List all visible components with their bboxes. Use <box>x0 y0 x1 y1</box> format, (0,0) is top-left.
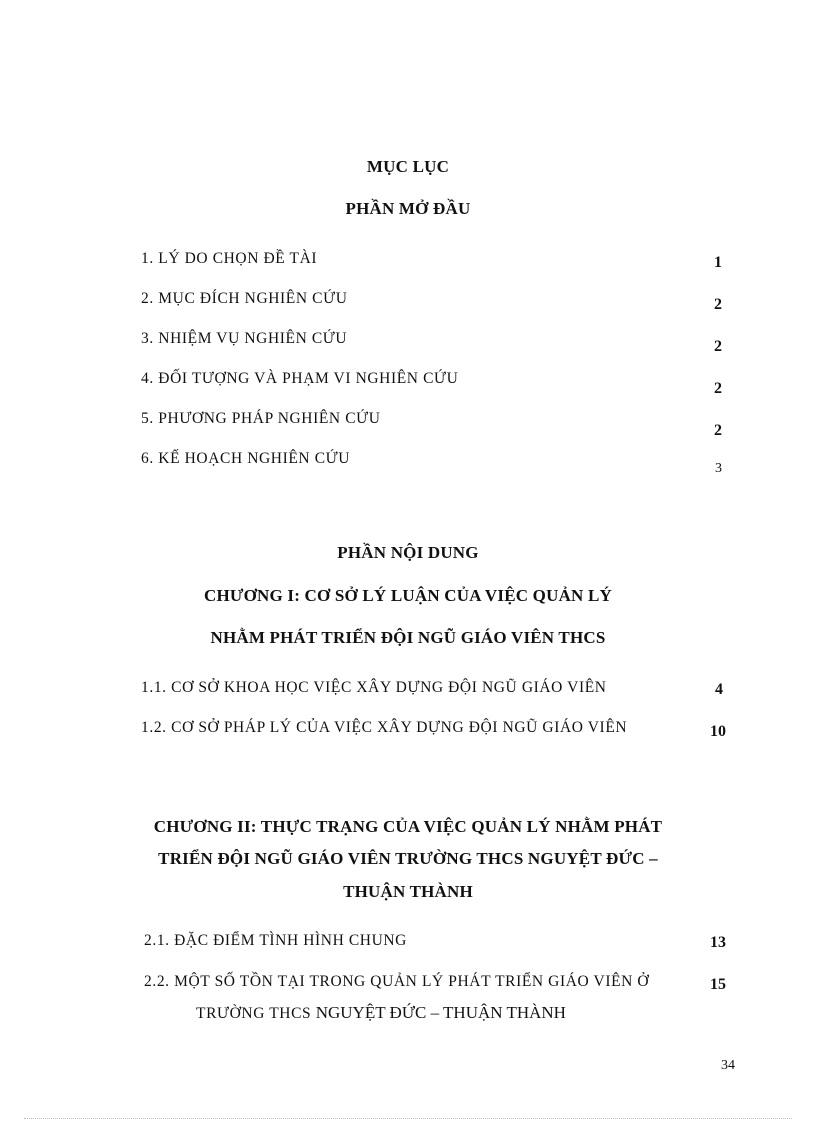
toc-entry-1-page: 1 <box>714 254 722 271</box>
toc-entry-6-page: 3 <box>715 461 722 476</box>
toc-entry-4-text: 4. ĐỐI TƯỢNG VÀ PHẠM VI NGHIÊN CỨU <box>141 370 459 387</box>
toc-entry-2-2-continuation <box>196 1003 566 1023</box>
part1-title: PHẦN MỞ ĐẦU <box>345 199 471 218</box>
toc-entry-2-1-page: 13 <box>710 934 726 951</box>
chapter1-title-line1: CHƯƠNG I: CƠ SỞ LÝ LUẬN CỦA VIỆC QUẢN LÝ <box>203 586 612 605</box>
toc-entry-3-text: 3. NHIỆM VỤ NGHIÊN CỨU <box>141 330 348 347</box>
part2-title: PHẦN NỘI DUNG <box>337 543 479 562</box>
chapter2-title-line3: THUẬN THÀNH <box>343 882 473 901</box>
footer-divider <box>24 1118 792 1119</box>
page-number: 34 <box>721 1058 735 1073</box>
toc-entry-2-page: 2 <box>714 296 722 313</box>
toc-entry-6-text: 6. KẾ HOẠCH NGHIÊN CỨU <box>141 450 351 467</box>
toc-title: MỤC LỤC <box>366 157 450 176</box>
toc-entry-2-1-text: 2.1. ĐẶC ĐIỂM TÌNH HÌNH CHUNG <box>144 932 407 949</box>
toc-entry-1-2-text: 1.2. CƠ SỞ PHÁP LÝ CỦA VIỆC XÂY DỰNG ĐỘI NGŨ GIÁO VIÊN <box>141 719 628 736</box>
toc-entry-3-page: 2 <box>714 338 722 355</box>
toc-entry-2-2-cont-b: NGUYỆT ĐỨC – THUẬN THÀNH <box>315 1003 566 1022</box>
toc-entry-1-1-text: 1.1. CƠ SỞ KHOA HỌC VIỆC XÂY DỰNG ĐỘI NGŨ GIÁO VIÊN <box>141 679 607 696</box>
toc-entry-2-2-page: 15 <box>710 976 726 993</box>
chapter1-title-line2: NHẰM PHÁT TRIỂN ĐỘI NGŨ GIÁO VIÊN THCS <box>210 628 606 647</box>
toc-entry-1-1-page: 4 <box>715 681 723 698</box>
toc-entry-1-text: 1. LÝ DO CHỌN ĐỀ TÀI <box>141 250 318 267</box>
toc-entry-5-page: 2 <box>714 422 722 439</box>
chapter2-title-line2: TRIỂN ĐỘI NGŨ GIÁO VIÊN TRƯỜNG THCS NGUYỆT ĐỨC – <box>158 849 658 868</box>
toc-entry-4-page: 2 <box>714 380 722 397</box>
toc-entry-2-2-text: 2.2. MỘT SỐ TỒN TẠI TRONG QUẢN LÝ PHÁT TRIỂN GIÁO VIÊN Ở <box>144 973 650 990</box>
toc-entry-5-text: 5. PHƯƠNG PHÁP NGHIÊN CỨU <box>141 410 381 427</box>
toc-entry-2-2-cont-a: TRƯỜNG THCS <box>196 1005 312 1022</box>
toc-entry-2-text: 2. MỤC ĐÍCH NGHIÊN CỨU <box>141 290 348 307</box>
chapter2-title-line1: CHƯƠNG II: THỰC TRẠNG CỦA VIỆC QUẢN LÝ NHẰM PHÁT <box>153 817 663 836</box>
toc-entry-1-2-page: 10 <box>710 723 726 740</box>
